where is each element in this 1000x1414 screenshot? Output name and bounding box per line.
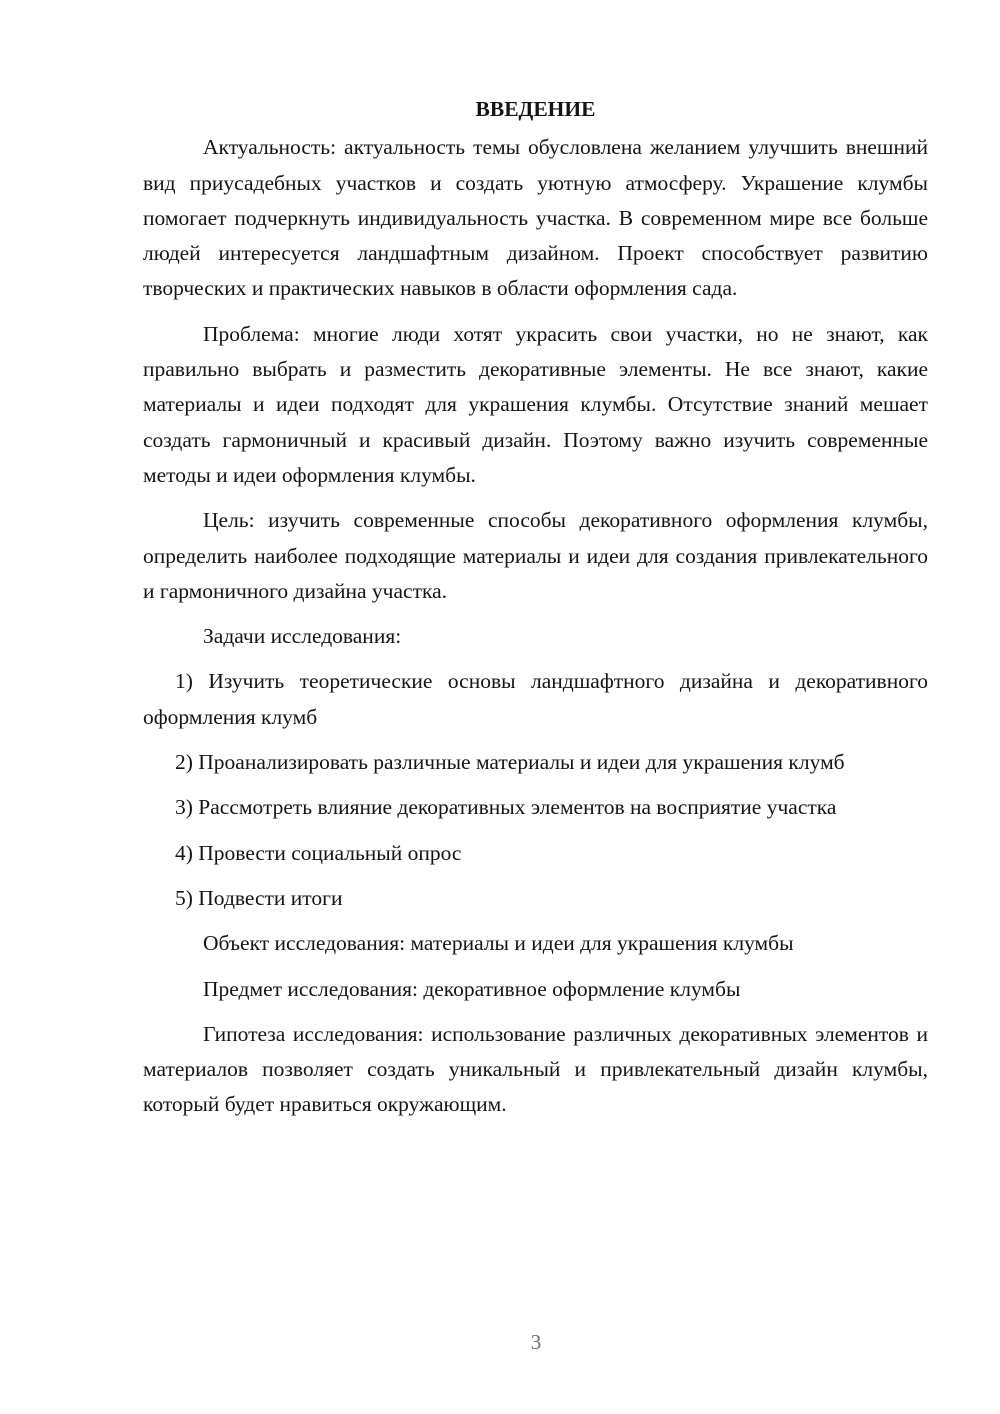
problem-paragraph: Проблема: многие люди хотят украсить свои участки, но не знают, как правильно выбрать и разместить декоративные элементы. Не все знают, какие материалы и идеи подходят для украшения клумбы. Отсутствие знаний мешает создать гармоничный и красивый дизайн. Поэтому важно изучить современные методы и идеи оформления клумбы.: [143, 321, 928, 487]
task-item-3: 3) Рассмотреть влияние декоративных элементов на восприятие участка: [175, 795, 837, 820]
task-item-4: 4) Провести социальный опрос: [175, 840, 462, 865]
task-item-5: 5) Подвести итоги: [175, 885, 343, 910]
goal-paragraph: Цель: изучить современные способы декоративного оформления клумбы, определить наиболее подходящие материалы и идеи для создания привлекательного и гармоничного дизайна участка.: [143, 508, 928, 603]
document-page: [143, 92, 928, 1133]
object-paragraph: Объект исследования: материалы и идеи для украшения клумбы: [203, 931, 794, 956]
task-item-1: 1) Изучить теоретические основы ландшафтного дизайна и декоративного оформления клумб: [143, 669, 928, 729]
relevance-paragraph: Актуальность: актуальность темы обусловлена желанием улучшить внешний вид приусадебных участков и создать уютную атмосферу. Украшение клумбы помогает подчеркнуть индивидуальность участка. В современном мире все больше людей интересуется ландшафтным дизайном. Проект способствует развитию творческих и практических навыков в области оформления сада.: [143, 135, 928, 301]
subject-paragraph: Предмет исследования: декоративное оформление клумбы: [203, 976, 741, 1001]
section-title: ВВЕДЕНИЕ: [475, 97, 596, 121]
tasks-heading: Задачи исследования:: [203, 624, 402, 649]
page-number: 3: [530, 1330, 542, 1354]
task-item-2: 2) Проанализировать различные материалы и идеи для украшения клумб: [175, 750, 845, 775]
hypothesis-paragraph: Гипотеза исследования: использование различных декоративных элементов и материалов позволяет создать уникальный и привлекательный дизайн клумбы, который будет нравиться окружающим.: [143, 1021, 928, 1117]
